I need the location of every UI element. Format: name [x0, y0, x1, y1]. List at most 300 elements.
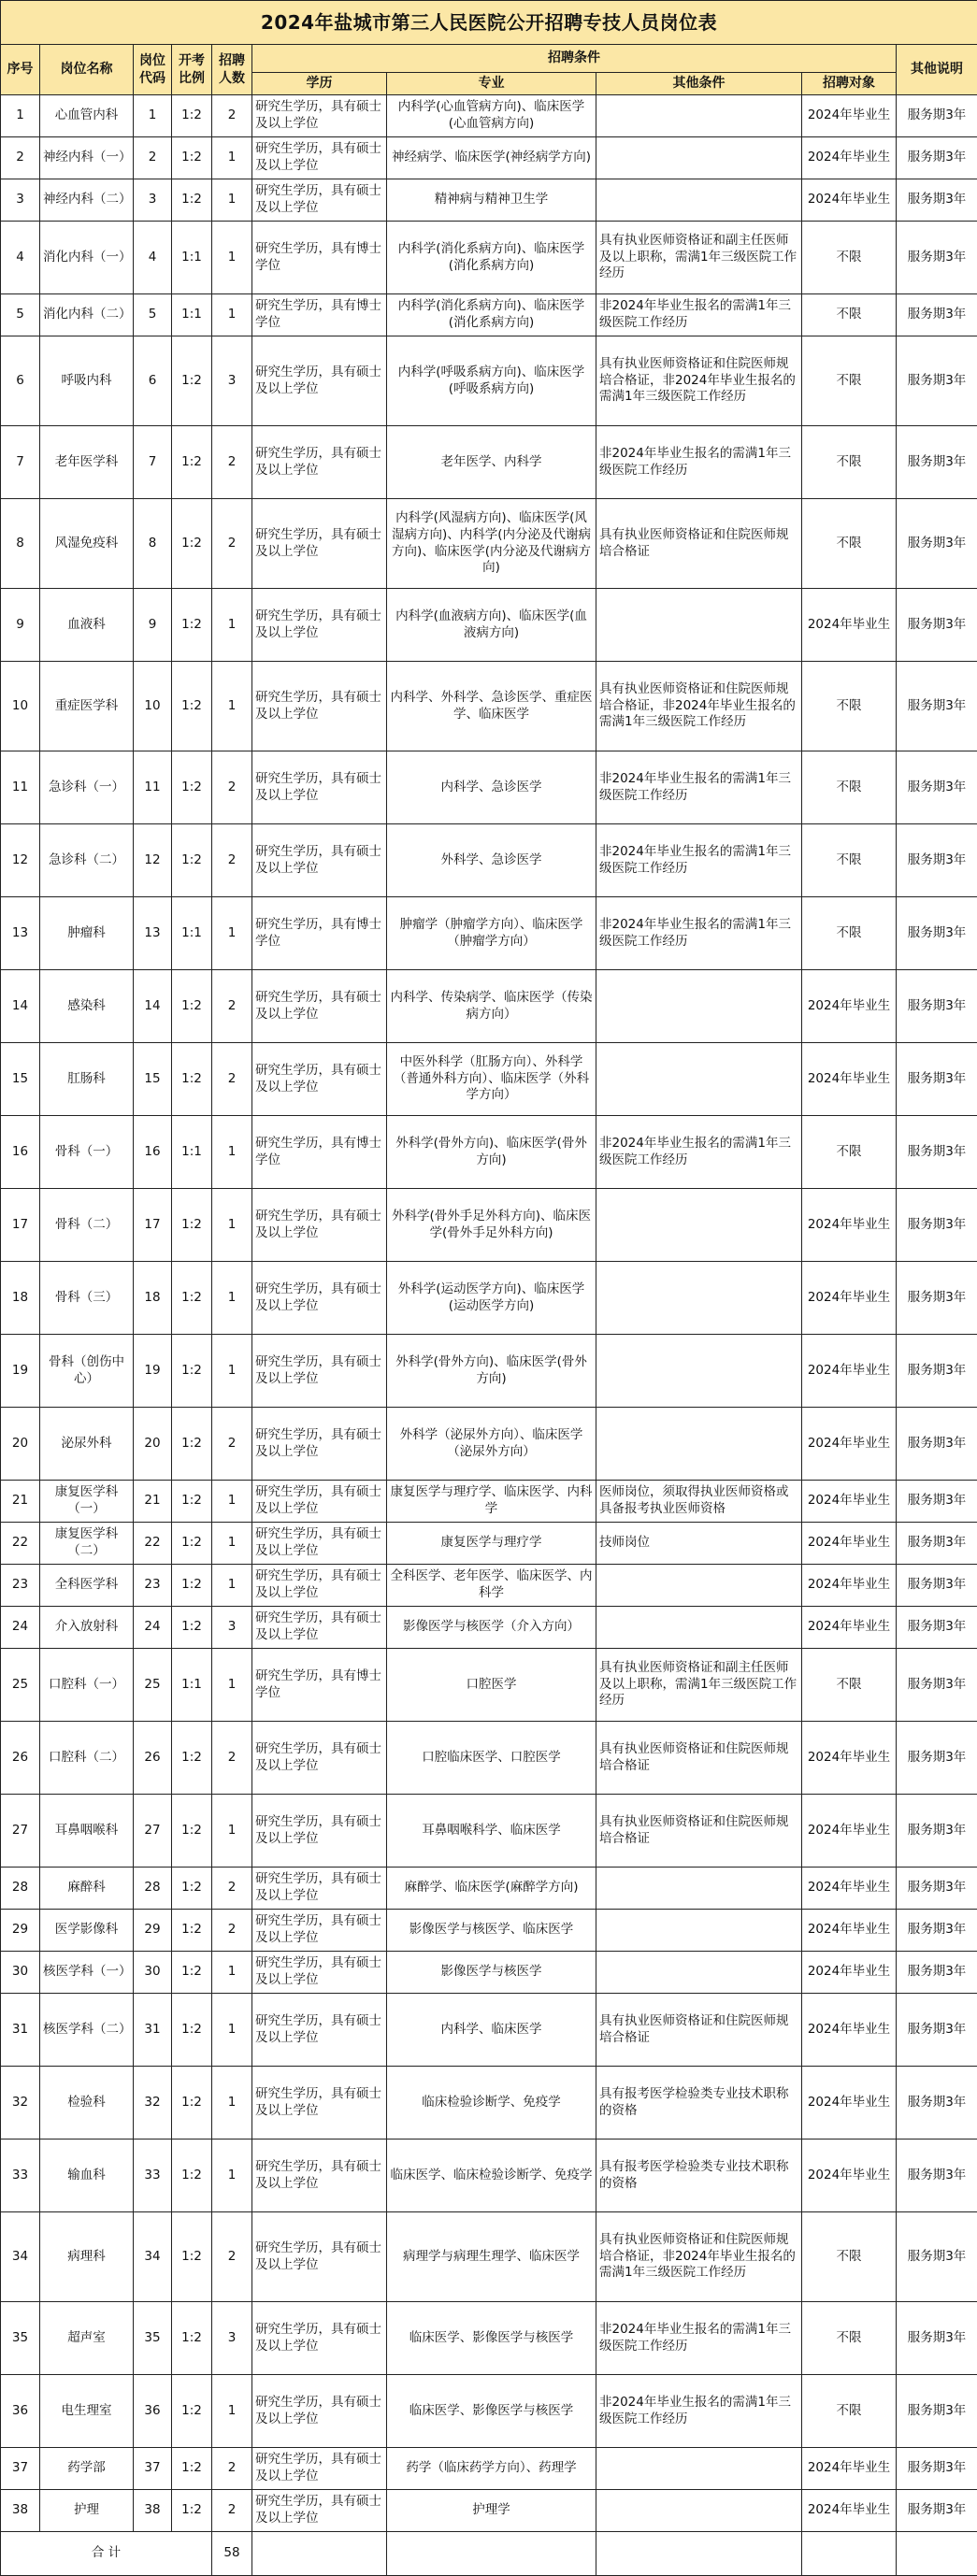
total-empty-cell [596, 2532, 802, 2576]
cell-ratio: 1:2 [172, 751, 212, 824]
cell-ratio: 1:2 [172, 1043, 212, 1116]
cell-note: 服务期3年 [897, 1868, 977, 1910]
cell-other: 具有执业医师资格证和住院医师规培合格证 [596, 1795, 802, 1868]
cell-major: 病理学与病理生理学、临床医学 [387, 2212, 596, 2302]
cell-count: 1 [212, 662, 252, 751]
header-education: 学历 [252, 73, 387, 95]
cell-target: 2024年毕业生 [802, 1043, 897, 1116]
cell-major: 内科学(血液病方向)、临床医学(血液病方向) [387, 589, 596, 662]
cell-count: 3 [212, 2302, 252, 2375]
cell-education: 研究生学历，具有硕士及以上学位 [252, 1335, 387, 1408]
table-row [1, 294, 977, 336]
cell-target: 2024年毕业生 [802, 1910, 897, 1952]
cell-target: 2024年毕业生 [802, 2490, 897, 2532]
table-row [1, 1189, 977, 1262]
cell-major: 中医外科学（肛肠方向）、外科学（普通外科方向）、临床医学（外科学方向） [387, 1043, 596, 1116]
cell-other: 具有执业医师资格证和副主任医师及以上职称，需满1年三级医院工作经历 [596, 222, 802, 294]
cell-other: 具有执业医师资格证和住院医师规培合格证，非2024年毕业生报名的需满1年三级医院工作经历 [596, 336, 802, 426]
header-other: 其他条件 [596, 73, 802, 95]
table-body [1, 95, 977, 2532]
header-conditions: 招聘条件 [252, 45, 897, 73]
cell-post-code: 27 [134, 1795, 172, 1868]
cell-major: 老年医学、内科学 [387, 426, 596, 499]
cell-target: 2024年毕业生 [802, 1607, 897, 1649]
cell-target: 2024年毕业生 [802, 1189, 897, 1262]
cell-major: 临床检验诊断学、免疫学 [387, 2067, 596, 2140]
total-label: 合 计 [1, 2532, 212, 2576]
cell-post-code: 38 [134, 2490, 172, 2532]
cell-count: 1 [212, 2375, 252, 2448]
cell-note: 服务期3年 [897, 1043, 977, 1116]
cell-other: 非2024年毕业生报名的需满1年三级医院工作经历 [596, 1116, 802, 1189]
cell-seq: 1 [1, 95, 40, 137]
cell-note: 服务期3年 [897, 2140, 977, 2212]
cell-other [596, 1335, 802, 1408]
cell-ratio: 1:2 [172, 137, 212, 179]
cell-post-code: 12 [134, 824, 172, 897]
cell-post-name: 骨科（一） [40, 1116, 134, 1189]
cell-post-name: 检验科 [40, 2067, 134, 2140]
cell-seq: 30 [1, 1952, 40, 1994]
cell-post-code: 24 [134, 1607, 172, 1649]
cell-post-name: 康复医学科（二） [40, 1523, 134, 1565]
cell-count: 1 [212, 1189, 252, 1262]
cell-post-code: 4 [134, 222, 172, 294]
cell-post-code: 25 [134, 1649, 172, 1722]
header-ratio: 开考比例 [172, 45, 212, 95]
cell-seq: 35 [1, 2302, 40, 2375]
cell-education: 研究生学历，具有硕士及以上学位 [252, 499, 387, 589]
cell-other: 非2024年毕业生报名的需满1年三级医院工作经历 [596, 2302, 802, 2375]
cell-note: 服务期3年 [897, 1649, 977, 1722]
cell-seq: 18 [1, 1262, 40, 1335]
cell-ratio: 1:1 [172, 222, 212, 294]
table-row [1, 2302, 977, 2375]
cell-count: 2 [212, 95, 252, 137]
cell-post-name: 骨科（创伤中心） [40, 1335, 134, 1408]
header-major: 专业 [387, 73, 596, 95]
cell-target: 2024年毕业生 [802, 1408, 897, 1481]
cell-target: 2024年毕业生 [802, 1565, 897, 1607]
table-row [1, 589, 977, 662]
cell-major: 精神病与精神卫生学 [387, 179, 596, 222]
cell-other [596, 1408, 802, 1481]
cell-post-name: 耳鼻咽喉科 [40, 1795, 134, 1868]
cell-seq: 7 [1, 426, 40, 499]
cell-count: 1 [212, 1116, 252, 1189]
cell-post-code: 36 [134, 2375, 172, 2448]
table-row [1, 2212, 977, 2302]
cell-seq: 6 [1, 336, 40, 426]
table-row [1, 1795, 977, 1868]
cell-target: 不限 [802, 499, 897, 589]
header-count: 招聘人数 [212, 45, 252, 95]
cell-education: 研究生学历，具有硕士及以上学位 [252, 589, 387, 662]
cell-ratio: 1:2 [172, 1795, 212, 1868]
cell-seq: 38 [1, 2490, 40, 2532]
total-empty-cell [897, 2532, 977, 2576]
cell-post-name: 老年医学科 [40, 426, 134, 499]
cell-other: 技师岗位 [596, 1523, 802, 1565]
cell-education: 研究生学历，具有博士学位 [252, 294, 387, 336]
cell-post-name: 核医学科（一） [40, 1952, 134, 1994]
cell-ratio: 1:2 [172, 1868, 212, 1910]
total-count: 58 [212, 2532, 252, 2576]
cell-education: 研究生学历，具有博士学位 [252, 897, 387, 970]
cell-post-name: 全科医学科 [40, 1565, 134, 1607]
cell-ratio: 1:2 [172, 336, 212, 426]
cell-note: 服务期3年 [897, 1722, 977, 1795]
cell-major: 康复医学与理疗学、临床医学、内科学 [387, 1481, 596, 1523]
cell-count: 2 [212, 2448, 252, 2490]
cell-note: 服务期3年 [897, 1910, 977, 1952]
cell-major: 外科学(骨外方向)、临床医学(骨外方向) [387, 1116, 596, 1189]
cell-ratio: 1:2 [172, 426, 212, 499]
cell-other [596, 1565, 802, 1607]
cell-post-name: 病理科 [40, 2212, 134, 2302]
cell-education: 研究生学历，具有硕士及以上学位 [252, 1994, 387, 2067]
cell-count: 2 [212, 2490, 252, 2532]
cell-seq: 23 [1, 1565, 40, 1607]
cell-ratio: 1:2 [172, 1335, 212, 1408]
cell-post-name: 神经内科（二） [40, 179, 134, 222]
cell-education: 研究生学历，具有硕士及以上学位 [252, 2212, 387, 2302]
cell-post-code: 29 [134, 1910, 172, 1952]
cell-post-name: 急诊科（一） [40, 751, 134, 824]
table-row [1, 222, 977, 294]
table-row [1, 179, 977, 222]
cell-ratio: 1:2 [172, 95, 212, 137]
cell-post-name: 口腔科（二） [40, 1722, 134, 1795]
cell-ratio: 1:2 [172, 1607, 212, 1649]
cell-seq: 17 [1, 1189, 40, 1262]
total-empty-cell [802, 2532, 897, 2576]
cell-education: 研究生学历，具有硕士及以上学位 [252, 1868, 387, 1910]
header-seq: 序号 [1, 45, 40, 95]
cell-seq: 8 [1, 499, 40, 589]
cell-count: 1 [212, 1523, 252, 1565]
cell-post-code: 22 [134, 1523, 172, 1565]
cell-ratio: 1:2 [172, 970, 212, 1043]
cell-count: 1 [212, 137, 252, 179]
table-row [1, 1910, 977, 1952]
cell-count: 1 [212, 2067, 252, 2140]
cell-post-name: 神经内科（一） [40, 137, 134, 179]
cell-major: 临床医学、影像医学与核医学 [387, 2375, 596, 2448]
cell-seq: 9 [1, 589, 40, 662]
cell-post-name: 血液科 [40, 589, 134, 662]
cell-education: 研究生学历，具有硕士及以上学位 [252, 1189, 387, 1262]
cell-post-name: 风湿免疫科 [40, 499, 134, 589]
cell-ratio: 1:2 [172, 2140, 212, 2212]
cell-post-code: 3 [134, 179, 172, 222]
cell-note: 服务期3年 [897, 426, 977, 499]
cell-major: 内科学、急诊医学 [387, 751, 596, 824]
cell-note: 服务期3年 [897, 970, 977, 1043]
cell-post-name: 介入放射科 [40, 1607, 134, 1649]
cell-other [596, 1189, 802, 1262]
cell-ratio: 1:2 [172, 179, 212, 222]
cell-count: 1 [212, 179, 252, 222]
cell-post-code: 23 [134, 1565, 172, 1607]
cell-major: 内科学(心血管病方向)、临床医学(心血管病方向) [387, 95, 596, 137]
cell-post-code: 7 [134, 426, 172, 499]
cell-note: 服务期3年 [897, 1795, 977, 1868]
cell-education: 研究生学历，具有硕士及以上学位 [252, 1722, 387, 1795]
cell-count: 2 [212, 1868, 252, 1910]
cell-other: 具有执业医师资格证和住院医师规培合格证，非2024年毕业生报名的需满1年三级医院工作经历 [596, 2212, 802, 2302]
cell-note: 服务期3年 [897, 1523, 977, 1565]
cell-other [596, 970, 802, 1043]
table-row [1, 662, 977, 751]
cell-education: 研究生学历，具有硕士及以上学位 [252, 1481, 387, 1523]
cell-count: 2 [212, 426, 252, 499]
cell-seq: 29 [1, 1910, 40, 1952]
cell-post-code: 6 [134, 336, 172, 426]
table-row [1, 426, 977, 499]
table-row [1, 137, 977, 179]
cell-other: 具有执业医师资格证和住院医师规培合格证 [596, 499, 802, 589]
cell-major: 内科学(风湿病方向)、临床医学(风湿病方向)、内科学(内分泌及代谢病方向)、临床医学(内分泌及代谢病方向) [387, 499, 596, 589]
cell-other [596, 2490, 802, 2532]
cell-target: 2024年毕业生 [802, 1523, 897, 1565]
cell-major: 影像医学与核医学 [387, 1952, 596, 1994]
cell-target: 2024年毕业生 [802, 1722, 897, 1795]
cell-post-code: 5 [134, 294, 172, 336]
cell-count: 1 [212, 1262, 252, 1335]
cell-target: 不限 [802, 1649, 897, 1722]
cell-education: 研究生学历，具有硕士及以上学位 [252, 95, 387, 137]
cell-education: 研究生学历，具有硕士及以上学位 [252, 336, 387, 426]
cell-major: 外科学(骨外手足外科方向)、临床医学(骨外手足外科方向) [387, 1189, 596, 1262]
cell-seq: 27 [1, 1795, 40, 1868]
table-row [1, 95, 977, 137]
cell-seq: 14 [1, 970, 40, 1043]
cell-major: 肿瘤学（肿瘤学方向）、临床医学（肿瘤学方向） [387, 897, 596, 970]
cell-other [596, 1043, 802, 1116]
cell-other [596, 95, 802, 137]
cell-post-code: 2 [134, 137, 172, 179]
cell-ratio: 1:1 [172, 1116, 212, 1189]
table-row [1, 1868, 977, 1910]
cell-target: 2024年毕业生 [802, 179, 897, 222]
cell-other: 非2024年毕业生报名的需满1年三级医院工作经历 [596, 426, 802, 499]
cell-seq: 34 [1, 2212, 40, 2302]
cell-ratio: 1:2 [172, 2212, 212, 2302]
cell-note: 服务期3年 [897, 1335, 977, 1408]
cell-post-code: 32 [134, 2067, 172, 2140]
cell-education: 研究生学历，具有博士学位 [252, 1649, 387, 1722]
cell-note: 服务期3年 [897, 2490, 977, 2532]
header-post-code: 岗位代码 [134, 45, 172, 95]
cell-major: 神经病学、临床医学(神经病学方向) [387, 137, 596, 179]
cell-note: 服务期3年 [897, 222, 977, 294]
cell-education: 研究生学历，具有硕士及以上学位 [252, 662, 387, 751]
cell-post-name: 消化内科（二） [40, 294, 134, 336]
cell-note: 服务期3年 [897, 2212, 977, 2302]
cell-target: 不限 [802, 426, 897, 499]
cell-post-name: 骨科（二） [40, 1189, 134, 1262]
cell-post-name: 输血科 [40, 2140, 134, 2212]
cell-count: 1 [212, 1994, 252, 2067]
cell-post-name: 呼吸内科 [40, 336, 134, 426]
table-row [1, 2067, 977, 2140]
cell-post-code: 19 [134, 1335, 172, 1408]
cell-count: 1 [212, 1649, 252, 1722]
cell-education: 研究生学历，具有硕士及以上学位 [252, 2448, 387, 2490]
cell-major: 内科学、外科学、急诊医学、重症医学、临床医学 [387, 662, 596, 751]
cell-education: 研究生学历，具有硕士及以上学位 [252, 2140, 387, 2212]
cell-ratio: 1:2 [172, 1189, 212, 1262]
cell-target: 2024年毕业生 [802, 137, 897, 179]
cell-seq: 12 [1, 824, 40, 897]
cell-target: 不限 [802, 2302, 897, 2375]
cell-post-code: 34 [134, 2212, 172, 2302]
cell-note: 服务期3年 [897, 1116, 977, 1189]
cell-education: 研究生学历，具有硕士及以上学位 [252, 1565, 387, 1607]
cell-seq: 20 [1, 1408, 40, 1481]
cell-target: 不限 [802, 2212, 897, 2302]
cell-post-name: 药学部 [40, 2448, 134, 2490]
cell-count: 1 [212, 589, 252, 662]
table-row [1, 1523, 977, 1565]
cell-major: 口腔医学 [387, 1649, 596, 1722]
cell-target: 2024年毕业生 [802, 1262, 897, 1335]
cell-major: 影像医学与核医学（介入方向） [387, 1607, 596, 1649]
cell-post-code: 13 [134, 897, 172, 970]
cell-post-name: 医学影像科 [40, 1910, 134, 1952]
cell-ratio: 1:1 [172, 897, 212, 970]
cell-count: 1 [212, 1795, 252, 1868]
cell-count: 2 [212, 970, 252, 1043]
cell-education: 研究生学历，具有硕士及以上学位 [252, 1910, 387, 1952]
table-row [1, 2375, 977, 2448]
cell-count: 1 [212, 1565, 252, 1607]
cell-education: 研究生学历，具有硕士及以上学位 [252, 1795, 387, 1868]
cell-target: 不限 [802, 824, 897, 897]
cell-post-code: 20 [134, 1408, 172, 1481]
cell-major: 外科学(运动医学方向)、临床医学(运动医学方向) [387, 1262, 596, 1335]
total-empty-cell [387, 2532, 596, 2576]
cell-post-code: 21 [134, 1481, 172, 1523]
cell-target: 2024年毕业生 [802, 2448, 897, 2490]
cell-other [596, 179, 802, 222]
cell-seq: 33 [1, 2140, 40, 2212]
cell-target: 2024年毕业生 [802, 2067, 897, 2140]
cell-education: 研究生学历，具有硕士及以上学位 [252, 970, 387, 1043]
cell-target: 不限 [802, 751, 897, 824]
cell-post-code: 35 [134, 2302, 172, 2375]
cell-post-code: 31 [134, 1994, 172, 2067]
cell-other: 具有执业医师资格证和住院医师规培合格证，非2024年毕业生报名的需满1年三级医院工作经历 [596, 662, 802, 751]
cell-note: 服务期3年 [897, 1952, 977, 1994]
total-row [1, 2532, 977, 2576]
cell-note: 服务期3年 [897, 2302, 977, 2375]
header-notes: 其他说明 [897, 45, 977, 95]
table-row [1, 1722, 977, 1795]
table-row [1, 1607, 977, 1649]
table-row [1, 1043, 977, 1116]
cell-count: 1 [212, 2140, 252, 2212]
cell-note: 服务期3年 [897, 589, 977, 662]
cell-post-code: 8 [134, 499, 172, 589]
cell-other: 非2024年毕业生报名的需满1年三级医院工作经历 [596, 824, 802, 897]
cell-target: 不限 [802, 662, 897, 751]
table-row [1, 2140, 977, 2212]
cell-ratio: 1:2 [172, 662, 212, 751]
cell-post-code: 11 [134, 751, 172, 824]
cell-post-name: 重症医学科 [40, 662, 134, 751]
cell-education: 研究生学历，具有硕士及以上学位 [252, 824, 387, 897]
cell-other: 非2024年毕业生报名的需满1年三级医院工作经历 [596, 294, 802, 336]
cell-post-code: 30 [134, 1952, 172, 1994]
table-row [1, 1649, 977, 1722]
cell-note: 服务期3年 [897, 336, 977, 426]
cell-count: 1 [212, 222, 252, 294]
cell-note: 服务期3年 [897, 179, 977, 222]
cell-target: 2024年毕业生 [802, 1335, 897, 1408]
cell-education: 研究生学历，具有硕士及以上学位 [252, 1043, 387, 1116]
cell-target: 不限 [802, 222, 897, 294]
cell-note: 服务期3年 [897, 95, 977, 137]
cell-education: 研究生学历，具有硕士及以上学位 [252, 1523, 387, 1565]
cell-other: 具有执业医师资格证和住院医师规培合格证 [596, 1722, 802, 1795]
cell-post-code: 16 [134, 1116, 172, 1189]
cell-ratio: 1:2 [172, 2067, 212, 2140]
table-row [1, 1481, 977, 1523]
cell-post-name: 护理 [40, 2490, 134, 2532]
table-row [1, 1408, 977, 1481]
cell-count: 2 [212, 499, 252, 589]
table-row [1, 751, 977, 824]
cell-ratio: 1:2 [172, 1994, 212, 2067]
cell-ratio: 1:2 [172, 589, 212, 662]
cell-other: 具有报考医学检验类专业技术职称的资格 [596, 2067, 802, 2140]
cell-note: 服务期3年 [897, 137, 977, 179]
cell-post-name: 核医学科（二） [40, 1994, 134, 2067]
cell-other: 具有报考医学检验类专业技术职称的资格 [596, 2140, 802, 2212]
cell-seq: 13 [1, 897, 40, 970]
cell-major: 内科学、传染病学、临床医学（传染病方向） [387, 970, 596, 1043]
cell-note: 服务期3年 [897, 1481, 977, 1523]
table-row [1, 1952, 977, 1994]
cell-other: 具有执业医师资格证和住院医师规培合格证 [596, 1994, 802, 2067]
cell-major: 内科学(消化系病方向)、临床医学(消化系病方向) [387, 294, 596, 336]
cell-count: 3 [212, 1607, 252, 1649]
cell-major: 护理学 [387, 2490, 596, 2532]
cell-ratio: 1:2 [172, 499, 212, 589]
cell-ratio: 1:2 [172, 1481, 212, 1523]
cell-target: 不限 [802, 2375, 897, 2448]
cell-count: 1 [212, 1952, 252, 1994]
cell-seq: 25 [1, 1649, 40, 1722]
cell-major: 全科医学、老年医学、临床医学、内科学 [387, 1565, 596, 1607]
cell-other: 医师岗位，须取得执业医师资格或具备报考执业医师资格 [596, 1481, 802, 1523]
total-empty-cell [252, 2532, 387, 2576]
cell-target: 2024年毕业生 [802, 1481, 897, 1523]
cell-target: 不限 [802, 897, 897, 970]
cell-count: 1 [212, 1481, 252, 1523]
header-target: 招聘对象 [802, 73, 897, 95]
cell-seq: 4 [1, 222, 40, 294]
cell-other [596, 589, 802, 662]
cell-target: 2024年毕业生 [802, 2140, 897, 2212]
cell-other: 非2024年毕业生报名的需满1年三级医院工作经历 [596, 751, 802, 824]
cell-ratio: 1:1 [172, 1649, 212, 1722]
cell-count: 2 [212, 824, 252, 897]
cell-target: 2024年毕业生 [802, 1952, 897, 1994]
cell-post-code: 26 [134, 1722, 172, 1795]
